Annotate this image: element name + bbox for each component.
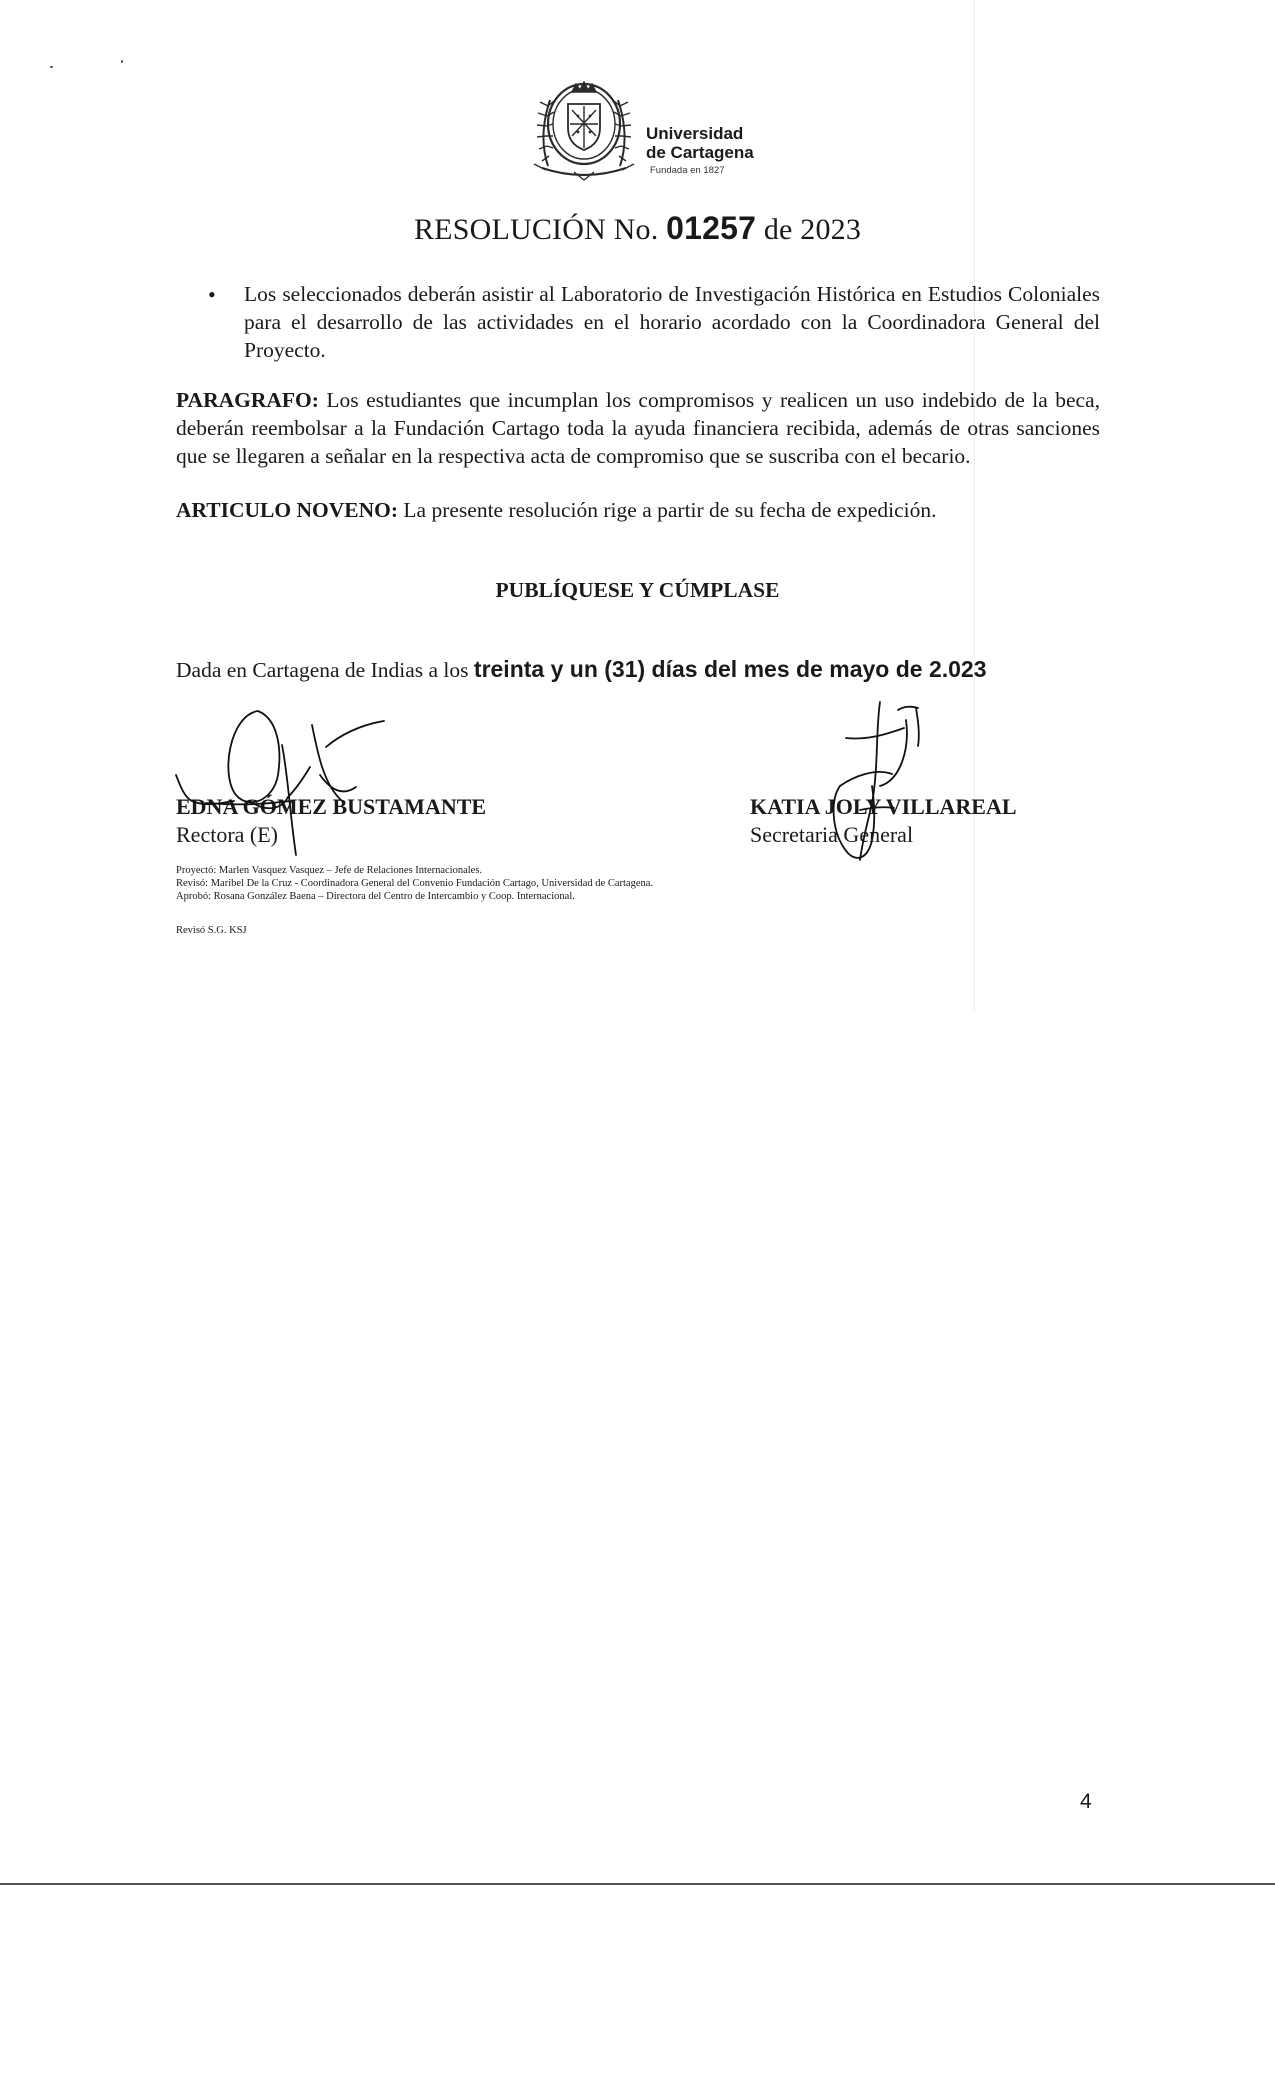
- credits-block: [176, 864, 653, 903]
- signatory-name-left: EDNA GÓMEZ BUSTAMANTE: [176, 794, 487, 819]
- university-crest-icon: [528, 76, 640, 184]
- university-logo: [528, 76, 768, 186]
- bullet-paragraph: Los seleccionados deberán asistir al Laboratorio de Investigación Histórica en Estudios Coloniales para el desarrollo de las actividades en el horario acordado con la Coordinadora General del Proyecto.: [244, 282, 1100, 362]
- university-name: [646, 124, 754, 162]
- signature-icon: [170, 705, 400, 875]
- signatory-name-right: KATIA JOLY VILLAREAL: [750, 794, 1017, 819]
- issue-date-line: [176, 656, 987, 683]
- articulo-noveno-paragraph: [176, 496, 1100, 524]
- title-suffix: de 2023: [763, 213, 862, 246]
- bullet-dot-icon: •: [208, 282, 216, 307]
- paragrafo-text: Los estudiantes que incumplan los compromisos y realicen un uso indebido de la beca, deberán reembolsar a la Fundación Cartago toda la ayuda financiera recibida, además de otras sanciones que se llegaren a señalar en la respectiva acta de compromiso que se suscriba con el becario.: [176, 388, 1100, 468]
- paragrafo-label: PARAGRAFO:: [176, 388, 319, 412]
- credit-proyecto: Proyectó: Marlen Vasquez Vasquez – Jefe de Relaciones Internacionales.: [176, 865, 483, 876]
- articulo-text: La presente resolución rige a partir de su fecha de expedición.: [398, 498, 937, 522]
- scan-speck: [50, 66, 53, 68]
- resolution-title: [0, 210, 1275, 247]
- university-name-line2: de Cartagena: [646, 143, 754, 162]
- publish-heading: PUBLÍQUESE Y CÚMPLASE: [495, 578, 780, 602]
- signatory-role-right: Secretaria General: [750, 822, 914, 847]
- founded-year: Fundada en 1827: [650, 165, 725, 176]
- signatory-role-left: Rectora (E): [176, 822, 278, 847]
- credit-reviso-sg: Revisó S.G. KSJ: [176, 925, 247, 936]
- footer-rule: [0, 1883, 1275, 1885]
- scan-speck: [121, 60, 123, 63]
- resolution-number: 01257: [666, 210, 757, 246]
- credit-aprobo: Aprobó: Rosana González Baena – Directora del Centro de Intercambio y Coop. Internacional.: [176, 891, 575, 902]
- issue-date-prefix: Dada en Cartagena de Indias a los: [176, 658, 474, 682]
- university-name-line1: Universidad: [646, 124, 744, 143]
- page-number: 4: [1080, 1790, 1092, 1813]
- paragrafo-paragraph: [176, 386, 1100, 470]
- credit-reviso: Revisó: Maribel De la Cruz - Coordinadora General del Convenio Fundación Cartago, Universidad de Cartagena.: [176, 878, 654, 889]
- articulo-label: ARTICULO NOVENO:: [176, 498, 399, 522]
- title-prefix: RESOLUCIÓN No.: [413, 213, 659, 246]
- signature-icon: [820, 690, 940, 890]
- issue-date: treinta y un (31) días del mes de mayo de 2.023: [473, 656, 987, 682]
